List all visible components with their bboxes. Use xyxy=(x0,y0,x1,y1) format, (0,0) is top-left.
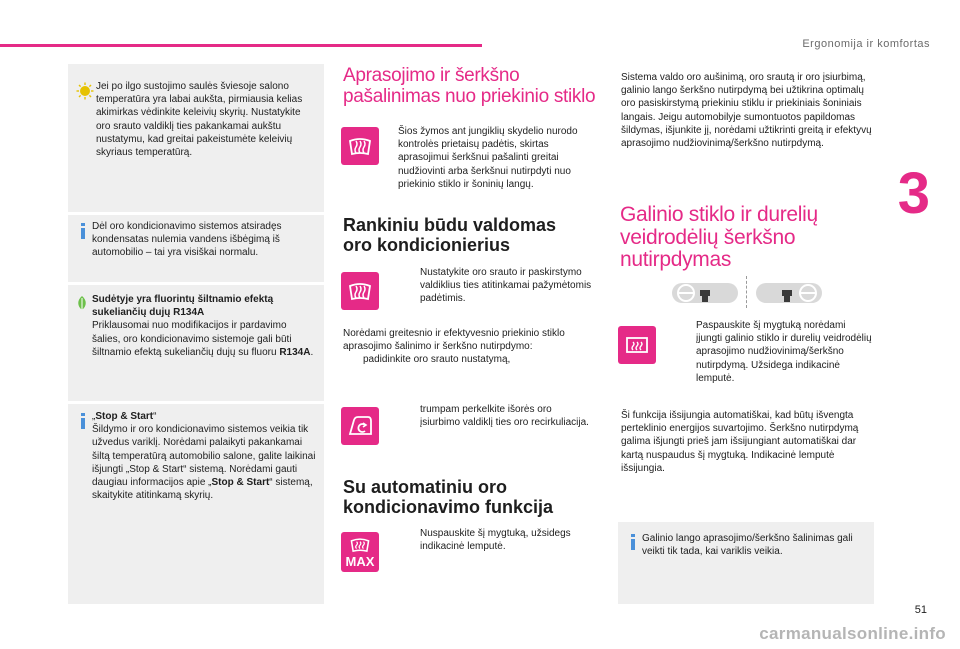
air-recirculation-icon xyxy=(346,412,374,440)
recirculation-symbol xyxy=(341,407,379,445)
leaf-icon xyxy=(74,295,90,311)
section-title-line: nutirpdymas xyxy=(620,248,732,272)
max-label: MAX xyxy=(345,553,375,569)
section1-text: Šios žymos ant jungiklių skydelio nurodo kontrolės prietaisų padėtis, skirtas aprasojimui šerkšnui pašalinti greitai nudžiovinti arba šerkšnui nutirpdyti nuo priekinio stiklo ir šoninių langų. xyxy=(398,126,578,190)
bullet-text: Paspauskite šį mygtuką norėdami įjungti galinio stiklo ir durelių veidrodėlių aprasojimo nudžiovinimą/šerkšno nutirpdymą. Užsidega indikacinė lemputė. xyxy=(696,320,872,384)
section-title-rear-defrost xyxy=(620,204,818,272)
section-header-title: Ergonomija ir komfortas xyxy=(802,38,930,50)
section-title-line: oro kondicionierius xyxy=(343,235,511,256)
rear-window-defrost-icon xyxy=(623,331,651,359)
section-title-line: Su automatiniu oro xyxy=(343,477,507,497)
info-icon xyxy=(628,534,638,550)
section-title-line: pašalinimas nuo priekinio stiklo xyxy=(343,85,596,107)
divider xyxy=(68,282,324,285)
refrigerant-note xyxy=(68,293,324,359)
page-number: 51 xyxy=(914,604,927,616)
section-title-line: Rankiniu būdu valdomas xyxy=(343,215,557,235)
refrigerant-note-title: Sudėtyje yra fluorintų šiltnamio efektą sukeliančių dujų R134A xyxy=(92,294,274,319)
section-title-line: Aprasojimo ir šerkšno xyxy=(343,65,520,86)
section-title-manual-ac xyxy=(343,215,556,255)
manual-ac-intro-text: Norėdami greitesnio ir efektyvesnio priekinio stiklo aprasojimo šalinimo ir šerkšno nutirpdymo: xyxy=(343,328,565,353)
stop-start-body-end: “ sistemą, skaitykite atitinkamą skyrių. xyxy=(92,476,313,502)
bullet-text: Nuspauskite šį mygtuką, užsidegs indikacinė lemputė. xyxy=(420,528,571,553)
stop-start-quote-close: “ xyxy=(153,411,157,422)
divider xyxy=(68,212,324,215)
front-demist-symbol xyxy=(341,127,379,165)
windscreen-defrost-icon xyxy=(346,132,374,160)
section-title-line: veidrodėlių šerkšno xyxy=(620,225,796,249)
manual-ac-bullet-1 xyxy=(420,266,600,306)
bullet-text: padidinkite oro srauto nustatymą, xyxy=(363,354,511,366)
rear-defrost-info-note xyxy=(618,522,874,604)
sun-note xyxy=(68,80,324,159)
manual-ac-bullet-2 xyxy=(420,403,590,429)
watermark[interactable]: carmanualsonline.info xyxy=(759,624,946,643)
refrigerant-note-bold: R134A xyxy=(279,346,311,358)
stop-start-body-bold: Stop & Start xyxy=(211,476,270,488)
sun-icon xyxy=(76,82,94,100)
steering-wheel-left-icon xyxy=(672,282,738,304)
info-icon xyxy=(78,223,88,239)
rear-defrost-symbol xyxy=(618,326,656,364)
section-title-line: Galinio stiklo ir durelių xyxy=(620,203,818,226)
notes-panel xyxy=(68,64,324,604)
sun-note-text: Jei po ilgo sustojimo saulės šviesoje salono temperatūra yra labai aukšta, pirmiausia kelias akimirkas vėdinkite keleivių skyrių. Nustatykite oro srauto valdiklį ties pakankamai aukštu nustatymu, kad greitai pakeistumėte keleivių skyriaus temperatūrą. xyxy=(96,81,303,158)
windscreen-defrost-icon xyxy=(346,277,374,305)
chapter-number: 3 xyxy=(897,161,930,226)
bullet-text: Nustatykite oro srauto ir paskirstymo valdiklius ties atitinkamai pažymėtomis padėtimis. xyxy=(420,267,592,305)
stop-start-title: Stop & Start xyxy=(95,411,154,422)
info-icon xyxy=(78,413,88,429)
rear-defrost-after-text: Ši funkcija išsijungia automatiškai, kad būtų išvengta perteklinio energijos suvartojimo. Šerkšno nutirpdymą galima išjungti prieš jam išsijungiant automatiškai dar kartą nuspaudus šį mygtuką. Indikacinė lemputė išsijungia. xyxy=(621,410,859,474)
stop-start-body: Šildymo ir oro kondicionavimo sistemos veikia tik užvedus variklį. Norėdami palaikyti pakankamai šiltą temperatūrą automobilio salone, galite laikinai išjungti „Stop & Start“ sistemą. Norėdami gauti daugiau informacijos apie „ xyxy=(92,424,316,488)
manual-ac-intro xyxy=(343,327,599,367)
system-intro-text: Sistema valdo oro aušinimą, oro srautą ir oro įsiurbimą, galinio lango šerkšno nutirpdymą bei užtikrina optimalų oro pasiskirstymą priekiniu stiklu ir priekiniais šoniniais langais. Jeigu automobilyje sumontuotos papildomas šildymas, išjunkite jį, norėdami užtikrinti greitą ir efektyvų aprasojimo nudžiovinimą/šerkšno nutirpdymą. xyxy=(621,72,872,149)
header-accent-bar xyxy=(0,44,482,47)
refrigerant-note-body: Priklausomai nuo modifikacijos ir pardavimo šalies, oro kondicionavimo sistemoje gali būti šiltnamio efektą sukeliančių dujų su fluoru xyxy=(92,320,292,358)
dashed-divider xyxy=(746,276,747,308)
front-demist-symbol xyxy=(341,272,379,310)
divider xyxy=(68,401,324,404)
stop-start-quote-open: „ xyxy=(92,411,96,422)
rear-defrost-bullet xyxy=(696,319,874,385)
condensation-note xyxy=(68,220,324,260)
max-demist-symbol xyxy=(341,532,379,572)
bullet-text: trumpam perkelkite išorės oro įsiurbimo valdiklį ties oro recirkuliacija. xyxy=(420,404,589,429)
info-note-text: Galinio lango aprasojimo/šerkšno šalinimas gali veikti tik tada, kai variklis veikia. xyxy=(642,533,853,558)
section-title-windscreen xyxy=(343,66,595,108)
condensation-note-text: Dėl oro kondicionavimo sistemos atsiradęs kondensatas nulemia vandens išbėgimą iš automobilio – tai yra visiškai normalu. xyxy=(92,221,282,259)
refrigerant-note-end: . xyxy=(310,346,314,358)
steering-wheel-right-icon xyxy=(756,282,822,304)
section-title-auto-ac xyxy=(343,477,553,517)
auto-ac-bullet xyxy=(420,527,595,553)
stop-start-note xyxy=(68,410,324,502)
windscreen-defrost-icon xyxy=(348,537,372,555)
section-title-line: kondicionavimo funkcija xyxy=(343,497,554,518)
